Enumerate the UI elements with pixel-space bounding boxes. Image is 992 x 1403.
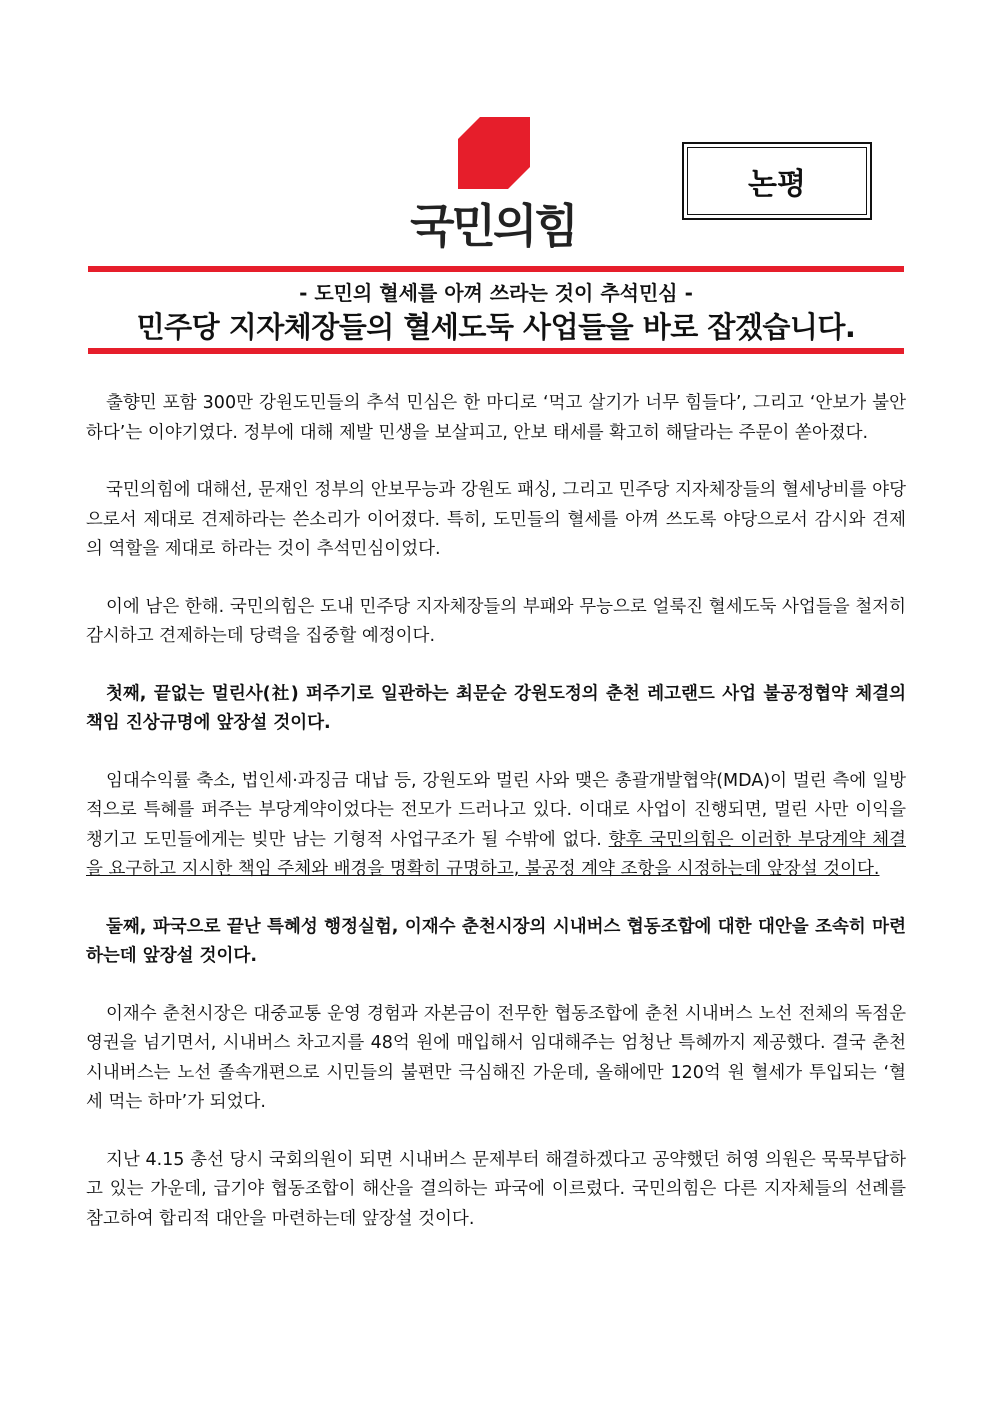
paragraph-1: 출향민 포함 300만 강원도민들의 추석 민심은 한 마디로 ‘먹고 살기가 너무 힘들다’, 그리고 ‘안보가 불안하다’는 이야기였다. 정부에 대해 제발 민생을 보살피고, 안보 태세를 확고히 해달라는 주문이 쏟아졌다. [86,393,906,443]
document-type-badge [682,142,872,220]
paragraph-5-underlined: 향후 국민의힘은 이러한 부당계약 체결을 요구하고 지시한 책임 주체와 배경을 명확히 규명하고, 불공정 계약 조항을 시정하는데 앞장설 것이다. [86,829,907,879]
point-2-heading: 둘째, 파국으로 끝난 특혜성 행정실험, 이재수 춘천시장의 시내버스 협동조합에 대한 대안을 조속히 마련하는데 앞장설 것이다. [86,916,906,966]
paragraph-8: 지난 4.15 총선 당시 국회의원이 되면 시내버스 문제부터 해결하겠다고 공약했던 허영 의원은 묵묵부답하고 있는 가운데, 급기야 협동조합이 해산을 결의하는 파국에 이르렀다. 국민의힘은 다른 지자체들의 선례를 참고하여 합리적 대안을 마련하는데 앞장설 것이다. [86,1149,906,1229]
paragraph-2: 국민의힘에 대해선, 문재인 정부의 안보무능과 강원도 패싱, 그리고 민주당 지자체장들의 혈세낭비를 야당으로서 제대로 견제하라는 쓴소리가 이어졌다. 특히, 도민들의 혈세를 아껴 쓰도록 야당으로서 감시와 견제의 역할을 제대로 하라는 것이 추석민심이었다. [86,480,906,559]
commentary-body [86,389,906,1262]
party-logo-text: 국민의힘 [410,199,576,253]
paragraph-5-text: 임대수익률 축소, 법인세·과징금 대납 등, 강원도와 멀린 사와 맺은 총괄개발협약(MDA)이 멀린 측에 일방적으로 특혜를 퍼주는 부당계약이었다는 전모가 드러나고 있다. 이대로 사업이 진행되면, 멀린 사만 이익을 챙기고 도민들에게는 빚만 남는 기형적 사업구조가 될 수밖에 없다. [86,770,906,850]
page-title: 민주당 지자체장들의 혈세도둑 사업들을 바로 잡겠습니다. [136,310,856,344]
top-red-rule [88,266,904,272]
party-logo-icon [458,117,530,189]
paragraph-7: 이재수 춘천시장은 대중교통 운영 경험과 자본금이 전무한 협동조합에 춘천 시내버스 노선 전체의 독점운영권을 넘기면서, 시내버스 차고지를 48억 원에 매입해서 임대해주는 엄청난 특혜까지 제공했다. 결국 춘천 시내버스는 노선 졸속개편으로 시민들의 불편만 극심해진 가운데, 올해에만 120억 원 혈세가 투입되는 ‘혈세 먹는 하마’가 되었다. [86,1003,906,1112]
bottom-red-rule [88,348,904,354]
badge-label: 논평 [687,147,867,215]
paragraph-3: 이에 남은 한해. 국민의힘은 도내 민주당 지자체장들의 부패와 무능으로 얼룩진 혈세도둑 사업들을 철저히 감시하고 견제하는데 당력을 집중할 예정이다. [86,596,906,646]
subtitle: - 도민의 혈세를 아껴 쓰라는 것이 추석민심 - [299,281,693,305]
paragraph-5 [86,767,906,885]
point-1-heading: 첫째, 끝없는 멀린사(社) 퍼주기로 일관하는 최문순 강원도정의 춘천 레고랜드 사업 불공정협약 체결의 책임 진상규명에 앞장설 것이다. [86,683,906,733]
